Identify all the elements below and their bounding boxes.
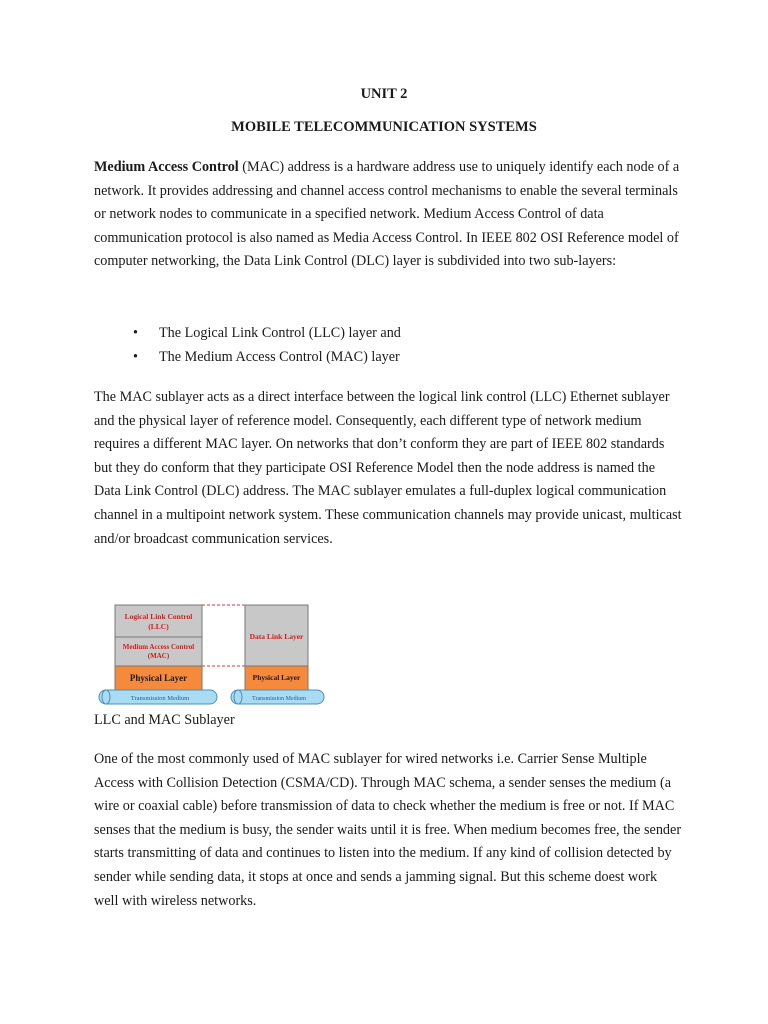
mac-label-line2: (MAC) — [147, 652, 170, 660]
data-link-layer-label: Data Link Layer — [249, 632, 304, 641]
physical-layer-label-left: Physical Layer — [129, 673, 188, 683]
transmission-medium-label-right: Transmission Medium — [252, 696, 306, 702]
mac-sublayer-paragraph: The MAC sublayer acts as a direct interface between the logical link control (LLC) Ethernet sublayer and the physical layer of reference model. Consequently, each different type of network medium requires a different MAC layer. On networks that don’t conform they are part of IEEE 802 standards but they do conform that they participate OSI Reference Model then the node address is named the Data Link Control (DLC) address. The MAC sublayer emulates a full-duplex logical communication channel in a multipoint network system. These communication channels may provide unicast, multicast and/or broadcast communication services. — [94, 389, 682, 547]
intro-text: (MAC) address is a hardware address use to uniquely identify each node of a network. It provides addressing and channel access control mechanisms to enable the several terminals or network nodes to communicate in a specified network. Medium Access Control of data communication protocol is also named as Media Access Control. In IEEE 802 OSI Reference model of computer networking, the Data Link Control (DLC) layer is subdivided into two sub-layers: — [94, 159, 680, 270]
physical-layer-label-right: Physical Layer — [252, 673, 301, 682]
llc-mac-diagram — [94, 600, 328, 708]
intro-paragraph — [94, 156, 684, 274]
page-title: MOBILE TELECOMMUNICATION SYSTEMS — [231, 119, 537, 135]
unit-heading: UNIT 2 — [360, 86, 408, 102]
llc-label-line1: Logical Link Control — [124, 612, 193, 621]
transmission-medium-label-left: Transmission Medium — [130, 695, 190, 702]
intro-lead-term: Medium Access Control — [94, 159, 239, 175]
llc-box — [115, 605, 202, 637]
sublayer-list — [133, 322, 401, 369]
llc-label-line2: (LLC) — [148, 622, 169, 631]
list-item: • The Medium Access Control (MAC) layer — [133, 346, 401, 370]
figure-caption: LLC and MAC Sublayer — [94, 712, 235, 728]
list-item: • The Logical Link Control (LLC) layer and — [133, 322, 401, 346]
csma-cd-paragraph: One of the most commonly used of MAC sublayer for wired networks i.e. Carrier Sense Multiple Access with Collision Detection (CSMA/CD). Through MAC schema, a sender senses the medium (a wire or coaxial cable) before transmission of data to check whether the medium is free or not. If MAC senses that the medium is busy, the sender waits until it is free. When medium becomes free, the sender starts transmitting of data and continues to listen into the medium. If any kind of collision detected by sender while sending data, it stops at once and sends a jamming signal. But this scheme doest work well with wireless networks. — [94, 751, 682, 909]
mac-label-line1: Medium Access Control — [122, 643, 195, 651]
